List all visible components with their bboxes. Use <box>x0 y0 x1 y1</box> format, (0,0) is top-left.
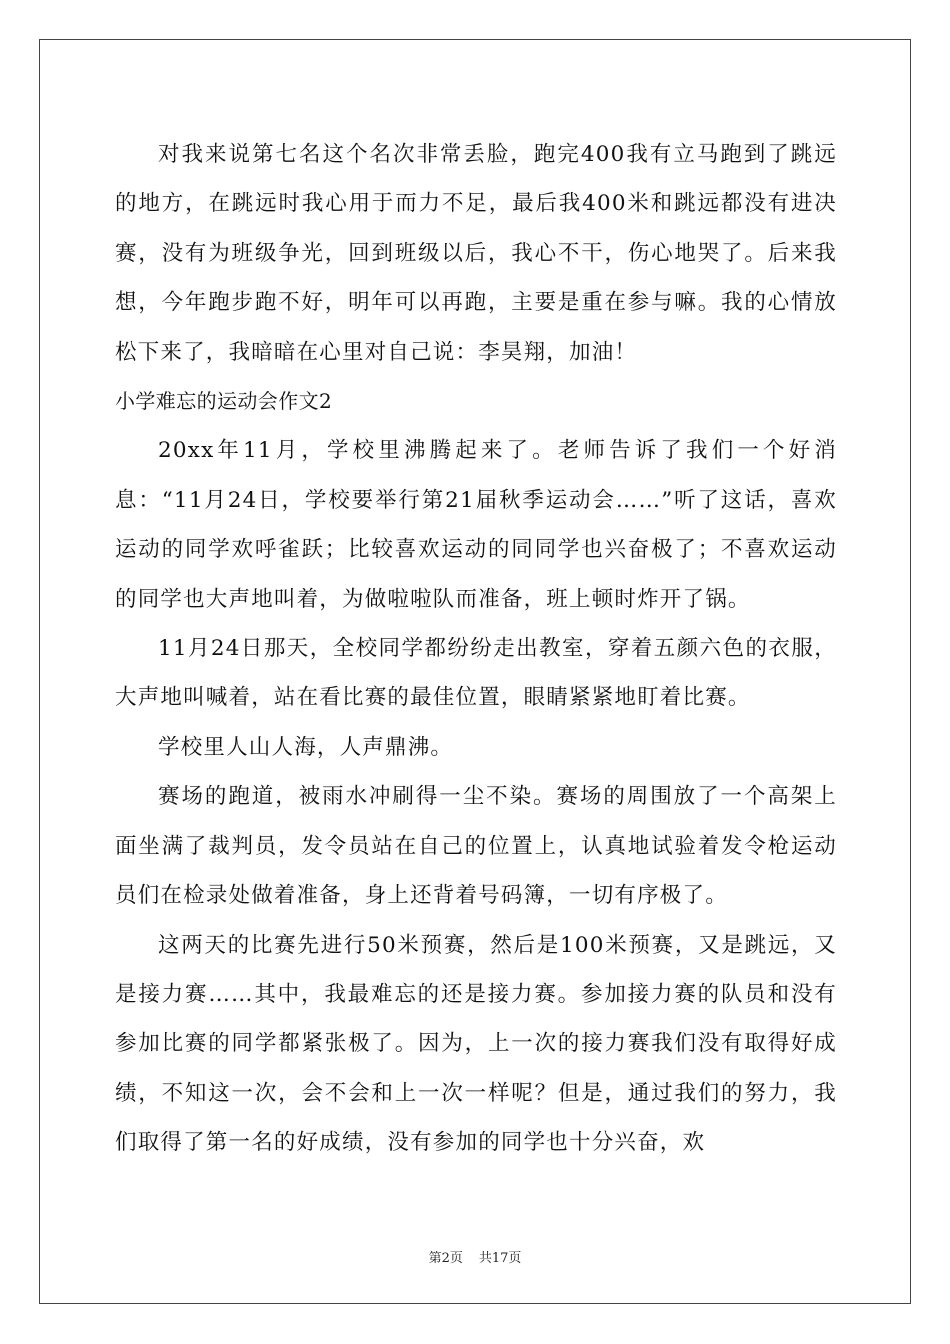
page-footer <box>0 1247 950 1266</box>
section-heading: 小学难忘的运动会作文2 <box>115 389 333 414</box>
page-total: 共17页 <box>478 1251 522 1266</box>
paragraph: 对我来说第七名这个名次非常丢脸，跑完400我有立马跑到了跳远的地方，在跳远时我心用于而力不足，最后我400米和跳远都没有进决赛，没有为班级争光，回到班级以后，我心不干，伤心地哭了。后来我想，今年跑步跑不好，明年可以再跑，主要是重在参与嘛。我的心情放松下来了，我暗暗在心里对自己说：李昊翔，加油！ <box>115 142 837 365</box>
paragraph: 11月24日那天，全校同学都纷纷走出教室，穿着五颜六色的衣服，大声地叫喊着，站在看比赛的最佳位置，眼睛紧紧地盯着比赛。 <box>115 636 837 711</box>
paragraph: 20xx年11月，学校里沸腾起来了。老师告诉了我们一个好消息：“11月24日，学校要举行第21届秋季运动会……”听了这话，喜欢运动的同学欢呼雀跃；比较喜欢运动的同同学也兴奋极了；不喜欢运动的同学也大声地叫着，为做啦啦队而准备，班上顿时炸开了锅。 <box>115 438 837 612</box>
document-body <box>115 130 837 1168</box>
paragraph: 赛场的跑道，被雨水冲刷得一尘不染。赛场的周围放了一个高架上面坐满了裁判员，发令员站在自己的位置上，认真地试验着发令枪运动员们在检录处做着准备，身上还背着号码簿，一切有序极了。 <box>115 784 837 909</box>
page-number: 第2页 <box>428 1251 463 1266</box>
paragraph: 学校里人山人海，人声鼎沸。 <box>158 734 454 760</box>
paragraph: 这两天的比赛先进行50米预赛，然后是100米预赛，又是跳远，又是接力赛……其中，我最难忘的还是接力赛。参加接力赛的队员和没有参加比赛的同学都紧张极了。因为，上一次的接力赛我们没有取得好成绩，不知这一次，会不会和上一次一样呢？但是，通过我们的努力，我们取得了第一名的好成绩，没有参加的同学也十分兴奋，欢 <box>115 932 837 1156</box>
